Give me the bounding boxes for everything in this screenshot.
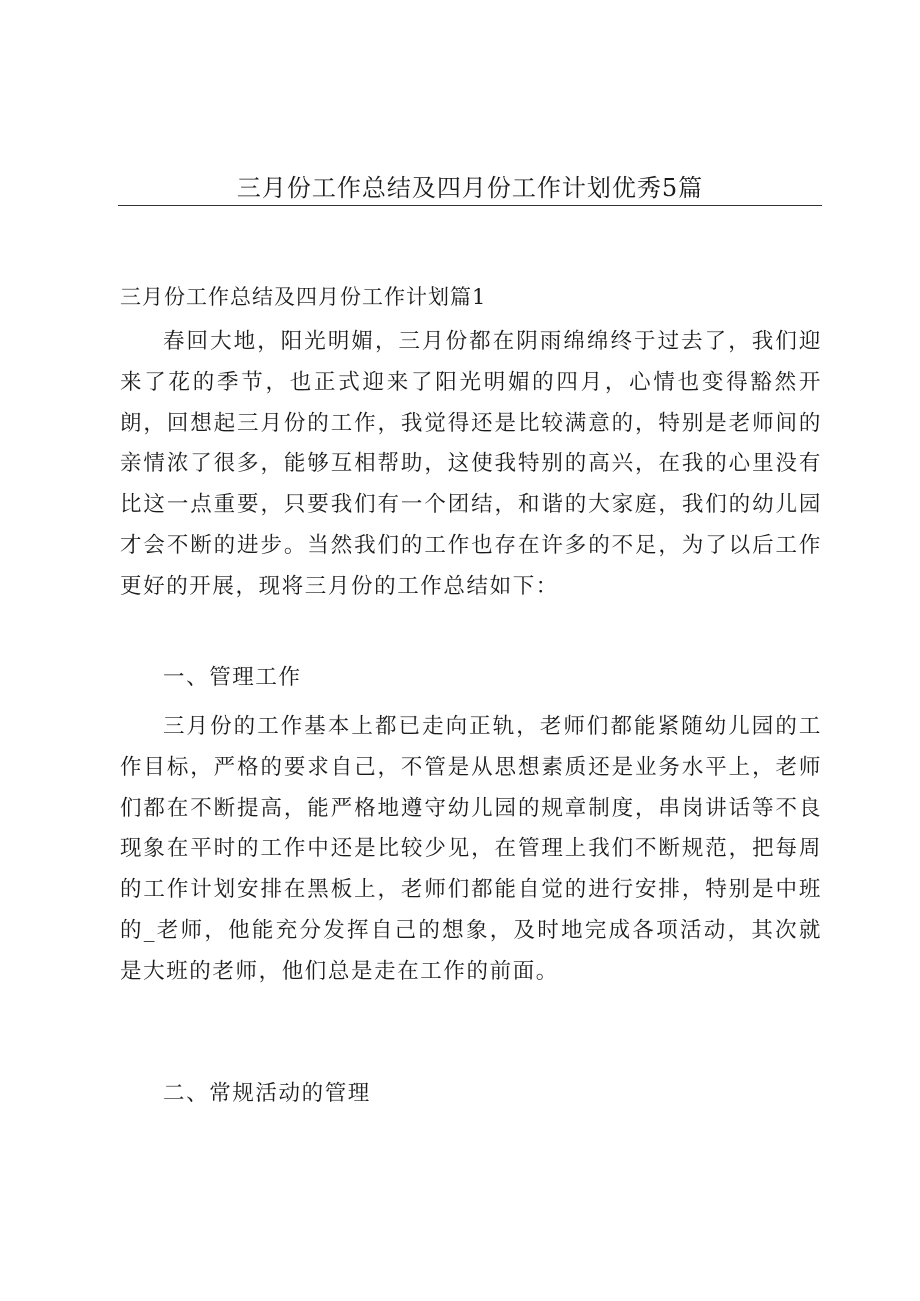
- subheading-routine-activities: 二、常规活动的管理: [163, 1081, 371, 1106]
- paragraph-intro: 春回大地，阳光明媚，三月份都在阴雨绵绵终于过去了，我们迎来了花的季节，也正式迎来了阳光明媚的四月，心情也变得豁然开朗，回想起三月份的工作，我觉得还是比较满意的，特别是老师间的亲情浓了很多，能够互相帮助，这使我特别的高兴，在我的心里没有比这一点重要，只要我们有一个团结，和谐的大家庭，我们的幼儿园才会不断的进步。当然我们的工作也存在许多的不足，为了以后工作更好的开展，现将三月份的工作总结如下：: [120, 329, 822, 599]
- section-heading: 三月份工作总结及四月份工作计划篇1: [120, 285, 487, 309]
- document-title: 三月份工作总结及四月份工作计划优秀5篇: [236, 174, 704, 202]
- title-underline: [118, 205, 822, 206]
- subheading-management: 一、管理工作: [163, 665, 302, 690]
- paragraph-management: 三月份的工作基本上都已走向正轨，老师们都能紧随幼儿园的工作目标，严格的要求自己，不管是从思想素质还是业务水平上，老师们都在不断提高，能严格地遵守幼儿园的规章制度，串岗讲话等不良现象在平时的工作中还是比较少见，在管理上我们不断规范，把每周的工作计划安排在黑板上，老师们都能自觉的进行安排，特别是中班的_老师，他能充分发挥自己的想象，及时地完成各项活动，其次就是大班的老师，他们总是走在工作的前面。: [120, 714, 822, 984]
